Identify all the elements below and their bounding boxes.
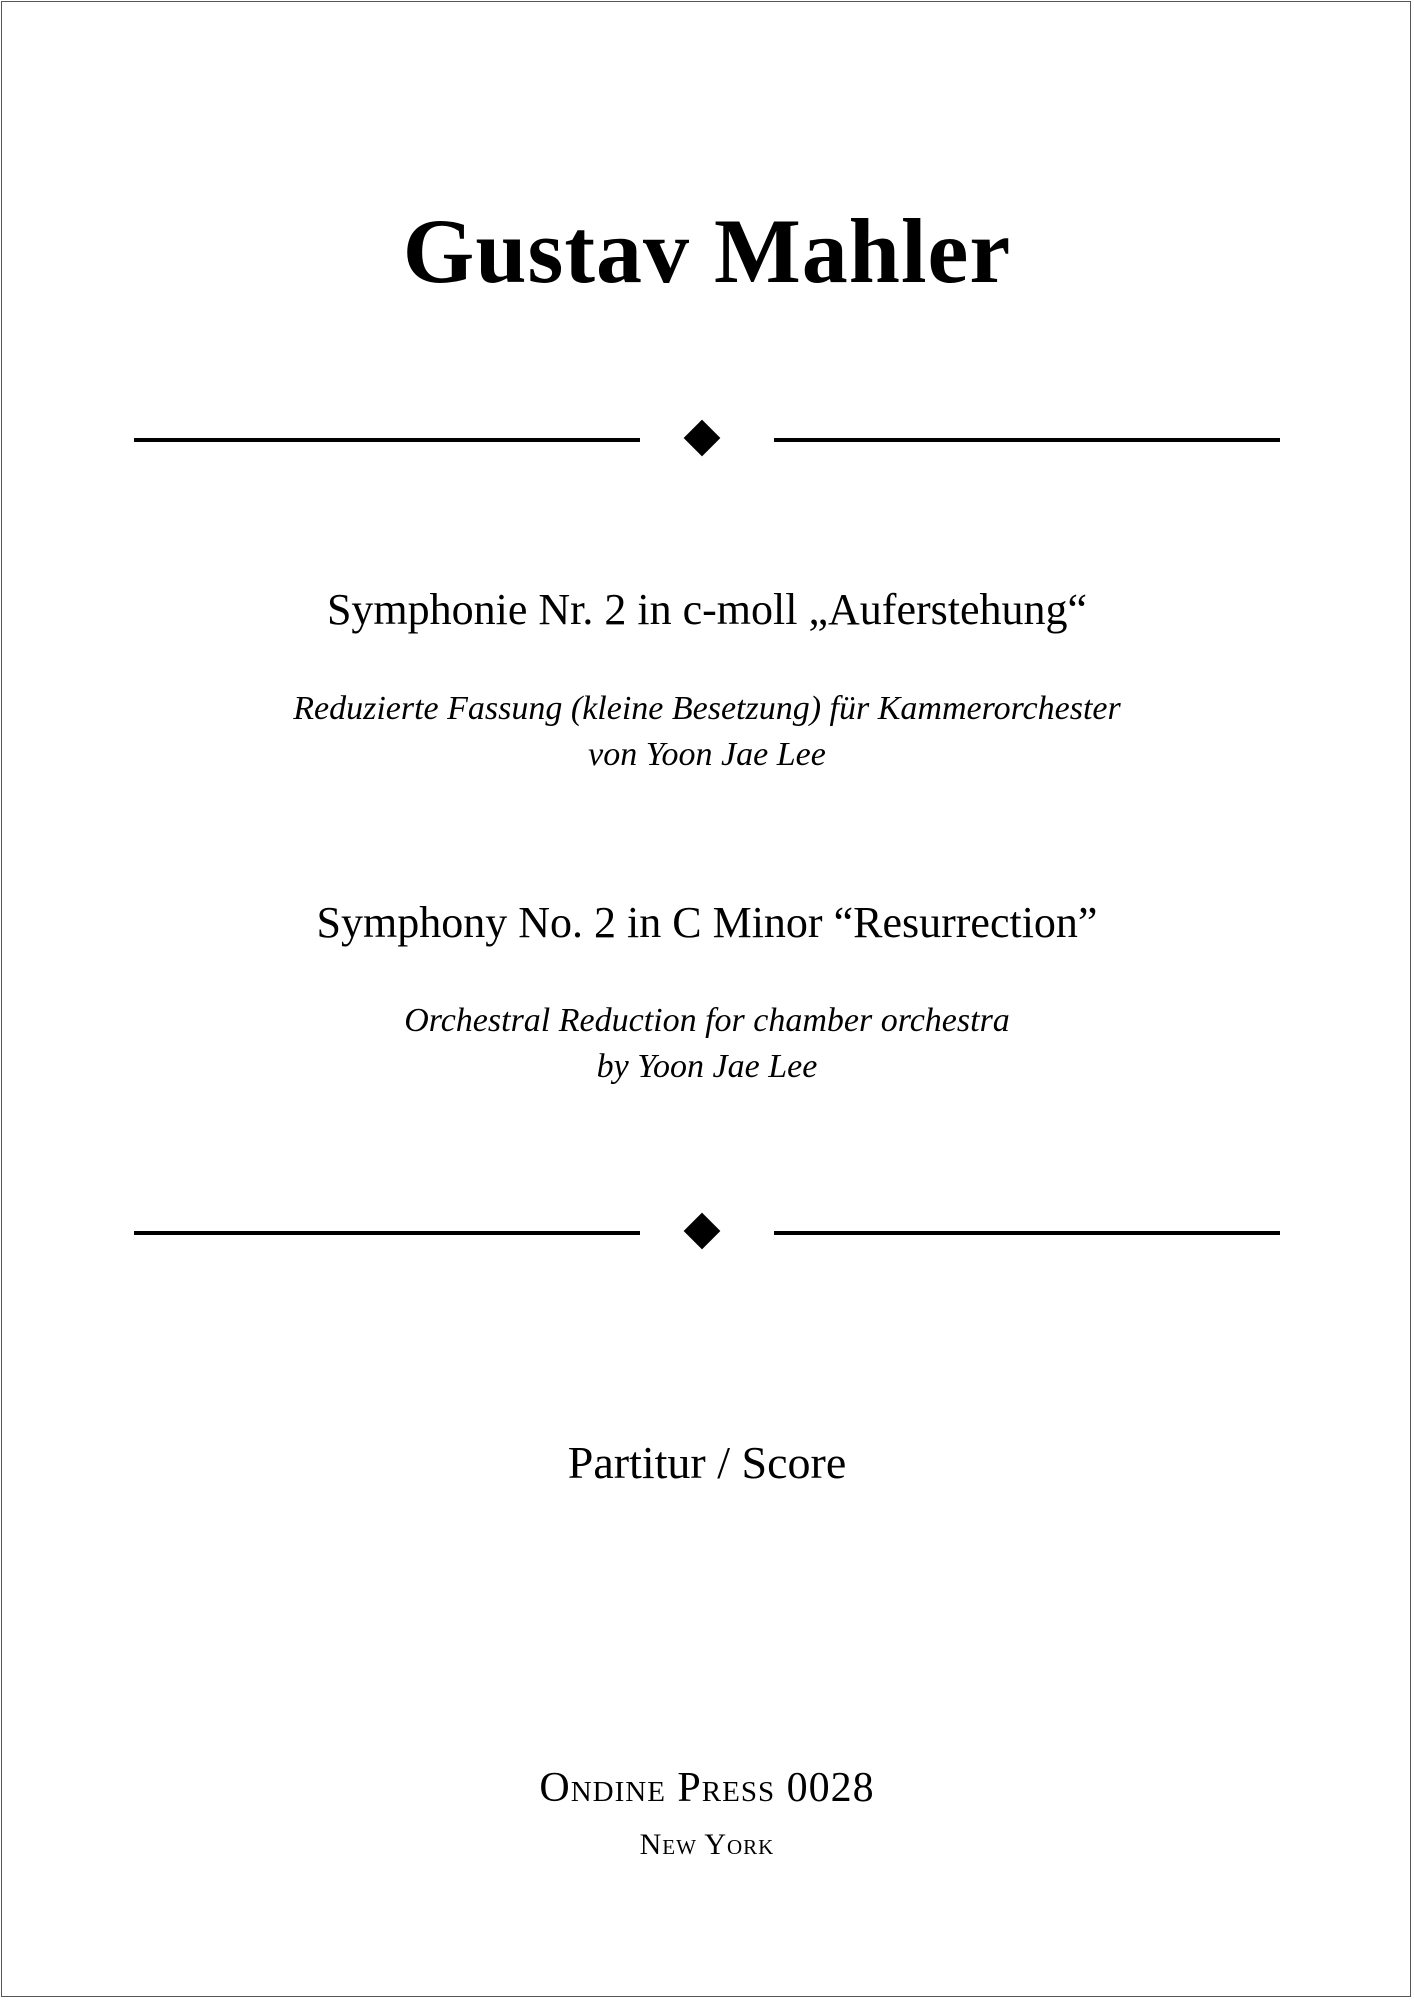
divider-rule-left [134,1231,640,1235]
english-subtitle-line1: Orchestral Reduction for chamber orchestra [404,1002,1010,1039]
english-title: Symphony No. 2 in C Minor “Resurrection” [316,898,1098,947]
bottom-ornament-divider [134,1213,1280,1253]
diamond-icon [684,420,721,457]
divider-rule-right [774,1231,1280,1235]
publisher-name: Ondine Press 0028 [539,1765,875,1811]
english-subtitle-line2: by Yoon Jae Lee [596,1048,818,1085]
top-ornament-divider [134,420,1280,460]
german-subtitle-line1: Reduzierte Fassung (kleine Besetzung) für Kammerorchester [293,690,1121,727]
composer-name: Gustav Mahler [402,200,1012,302]
diamond-icon [684,1213,721,1250]
score-label: Partitur / Score [567,1437,847,1488]
german-subtitle-line2: von Yoon Jae Lee [588,736,826,773]
divider-rule-left [134,438,640,442]
german-title: Symphonie Nr. 2 in c-moll „Auferstehung“ [326,585,1088,634]
publisher-city: New York [639,1828,775,1861]
divider-rule-right [774,438,1280,442]
